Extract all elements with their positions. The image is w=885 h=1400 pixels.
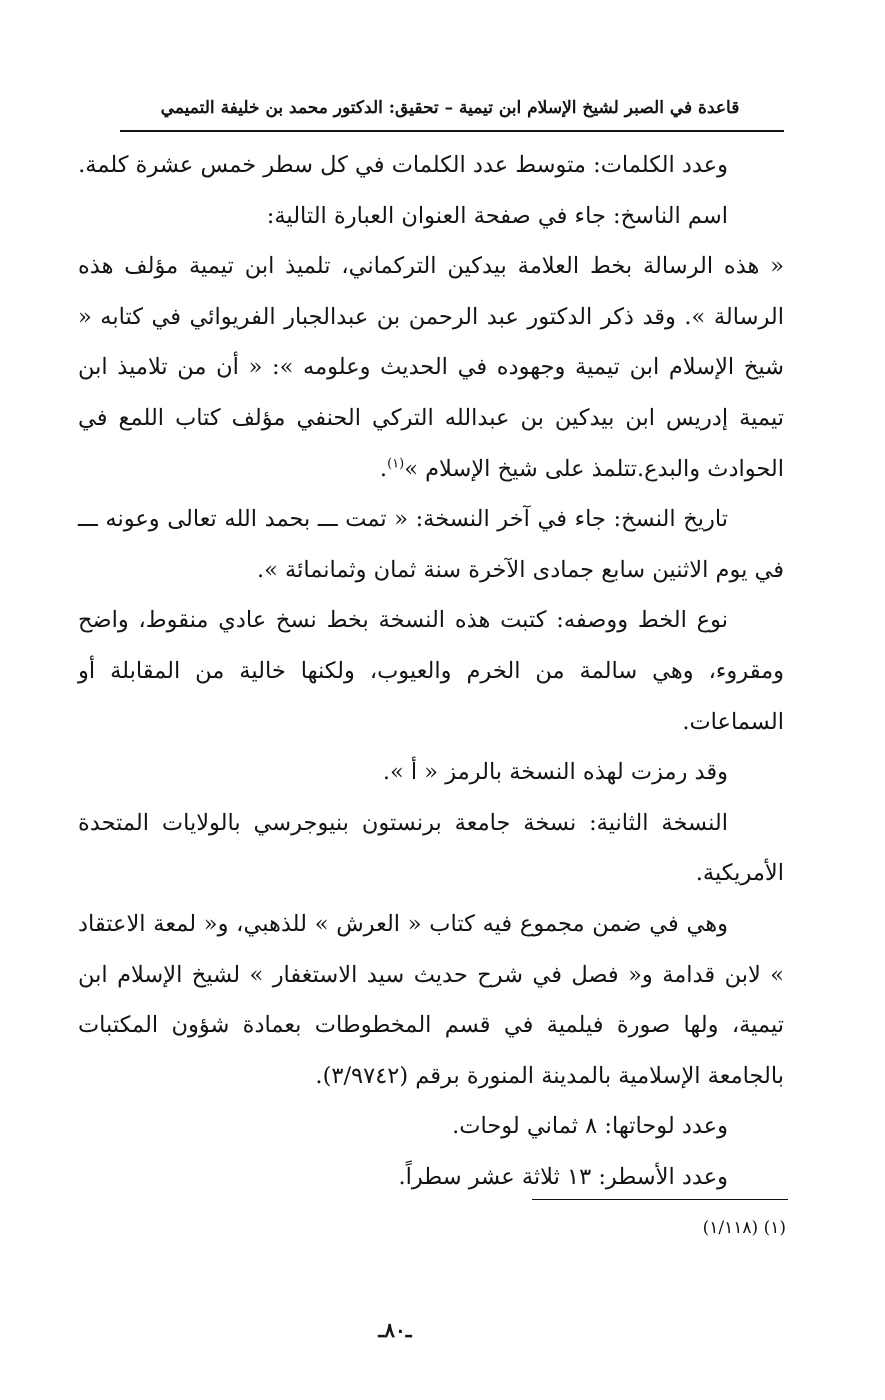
paragraph-copyist-quote: « هذه الرسالة بخط العلامة بيدكين التركماني، تلميذ ابن تيمية مؤلف هذه الرسالة ». وقد ذكر الدكتور عبد الرحمن بن عبدالجبار الفريوائي في كتابه « شيخ الإسلام ابن تيمية وجهوده في الحديث وعلومه »: « أن من تلاميذ ابن تيمية إدريس ابن بيدكين بن عبدالله التركي الحنفي مؤلف كتاب اللمع في الحوادث والبدع.تتلمذ على شيخ الإسلام »$^{(١)}$. — [78, 253, 784, 482]
page-number: ـ٨٠ـ — [378, 1318, 412, 1342]
copyist-quote-text: « هذه الرسالة بخط العلامة بيدكين التركماني، تلميذ ابن تيمية مؤلف هذه الرسالة ». وقد ذكر الدكتور عبد الرحمن بن عبدالجبار الفريوائي في كتابه « شيخ الإسلام ابن تيمية وجهوده في الحديث وعلومه »: « أن من تلاميذ ابن تيمية إدريس ابن بيدكين بن عبدالله التركي الحنفي مؤلف كتاب اللمع في الحوادث والبدع.تتلمذ على شيخ الإسلام » — [78, 253, 784, 482]
running-title: قاعدة في الصبر لشيخ الإسلام ابن تيمية – تحقيق: الدكتور محمد بن خليفة التميمي — [160, 98, 740, 118]
footnote-separator — [532, 1199, 788, 1200]
paragraph-script-type: نوع الخط ووصفه: كتبت هذه النسخة بخط نسخ عادي منقوط، واضح ومقروء، وهي سالمة من الخرم والعيوب، ولكنها خالية من المقابلة أو السماعات. — [78, 607, 784, 735]
paragraph-copy-date: تاريخ النسخ: جاء في آخر النسخة: « تمت ـــ بحمد الله تعالى وعونه ـــ في يوم الاثنين سابع جمادى الآخرة سنة ثمان وثمانمائة ». — [78, 506, 784, 583]
paragraph-copyist-name: اسم الناسخ: جاء في صفحة العنوان العبارة التالية: — [266, 202, 728, 229]
paragraph-word-count: وعدد الكلمات: متوسط عدد الكلمات في كل سطر خمس عشرة كلمة. — [78, 152, 728, 178]
header-rule — [120, 130, 784, 132]
paragraph-manuscript-symbol: وقد رمزت لهذه النسخة بالرمز « أ ». — [382, 759, 728, 786]
main-text — [78, 140, 784, 1202]
footnote-1: (١) (١/١١٨) — [702, 1218, 786, 1238]
footnote-marker: (١) — [387, 456, 405, 472]
paragraph-line-count: وعدد الأسطر: ١٣ ثلاثة عشر سطراً. — [398, 1163, 728, 1190]
paragraph-folio-count: وعدد لوحاتها: ٨ ثماني لوحات. — [452, 1113, 728, 1140]
paragraph-second-manuscript: النسخة الثانية: نسخة جامعة برنستون بنيوجرسي بالولايات المتحدة الأمريكية. — [78, 809, 784, 887]
paragraph-collection-contents: وهي في ضمن مجموع فيه كتاب « العرش » للذهبي، و« لمعة الاعتقاد » لابن قدامة و« فصل في شرح حديث سيد الاستغفار » لشيخ الإسلام ابن تيمية، ولها صورة فيلمية في قسم المخطوطات بعمادة شؤون المكتبات بالجامعة الإسلامية بالمدينة المنورة برقم (٣/٩٧٤٢). — [78, 910, 784, 1089]
